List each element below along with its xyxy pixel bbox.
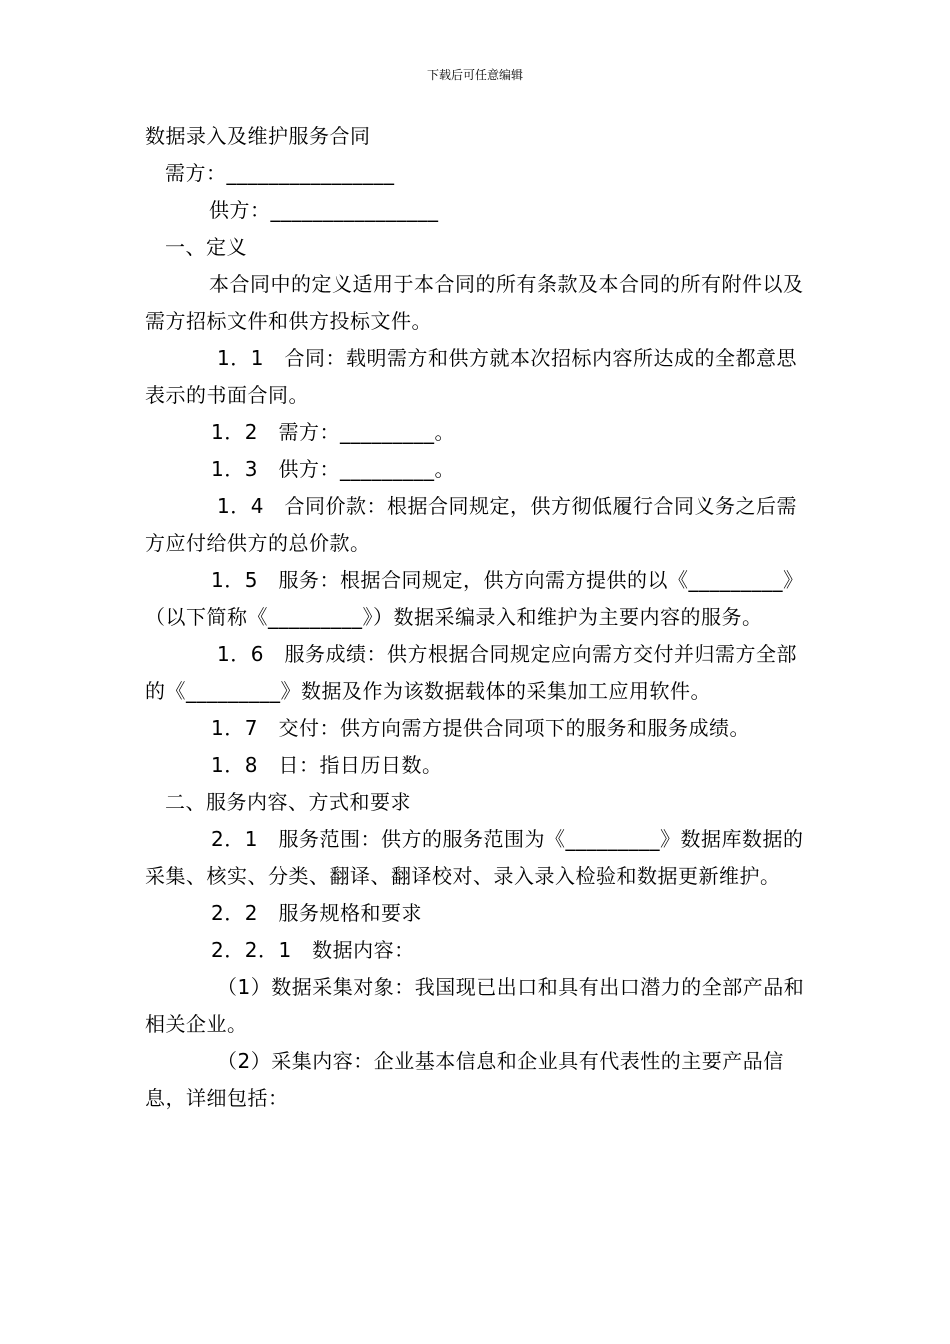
clause-2-2-1: 2．2．1 数据内容：: [211, 938, 415, 962]
clause-1-3: 1．3 供方：_________。: [211, 457, 455, 481]
clause-1-5: 1．5 服务：根据合同规定，供方向需方提供的以《_________》（以下简称《_________》）数据采编录入和维护为主要内容的服务。: [145, 568, 804, 629]
party-supply-line: 供方：________________: [209, 198, 439, 222]
clause-1-2: 1．2 需方：_________。: [211, 420, 455, 444]
section-heading-services: 二、服务内容、方式和要求: [165, 790, 411, 814]
clause-1-1: 1．1 合同：载明需方和供方就本次招标内容所达成的全都意思表示的书面合同。: [145, 346, 797, 407]
party-demand-line: 需方：________________: [165, 161, 395, 185]
clause-1-4: 1．4 合同价款：根据合同规定，供方彻低履行合同义务之后需方应付给供方的总价款。: [145, 494, 797, 555]
clause-2-2: 2．2 服务规格和要求: [211, 901, 422, 925]
contract-document: [145, 118, 810, 1117]
clause-1-7: 1．7 交付：供方向需方提供合同项下的服务和服务成绩。: [211, 716, 750, 740]
document-title: 数据录入及维护服务合同: [145, 124, 371, 148]
clause-2-1: 2．1 服务范围：供方的服务范围为《_________》数据库数据的采集、核实、分类、翻译、翻译校对、录入录入检验和数据更新维护。: [145, 827, 804, 888]
clause-1-6: 1．6 服务成绩：供方根据合同规定应向需方交付并归需方全部的《_________》数据及作为该数据载体的采集加工应用软件。: [145, 642, 797, 703]
definitions-intro: 本合同中的定义适用于本合同的所有条款及本合同的所有附件以及需方招标文件和供方投标文件。: [145, 272, 804, 333]
clause-1-8: 1．8 日：指日历日数。: [211, 753, 443, 777]
clause-item-2: （2）采集内容：企业基本信息和企业具有代表性的主要产品信息，详细包括：: [145, 1049, 784, 1110]
section-heading-definitions: 一、定义: [165, 235, 247, 259]
header-note: 下载后可任意编辑: [426, 68, 523, 82]
clause-item-1: （1）数据采集对象：我国现已出口和具有出口潜力的全部产品和相关企业。: [145, 975, 805, 1036]
